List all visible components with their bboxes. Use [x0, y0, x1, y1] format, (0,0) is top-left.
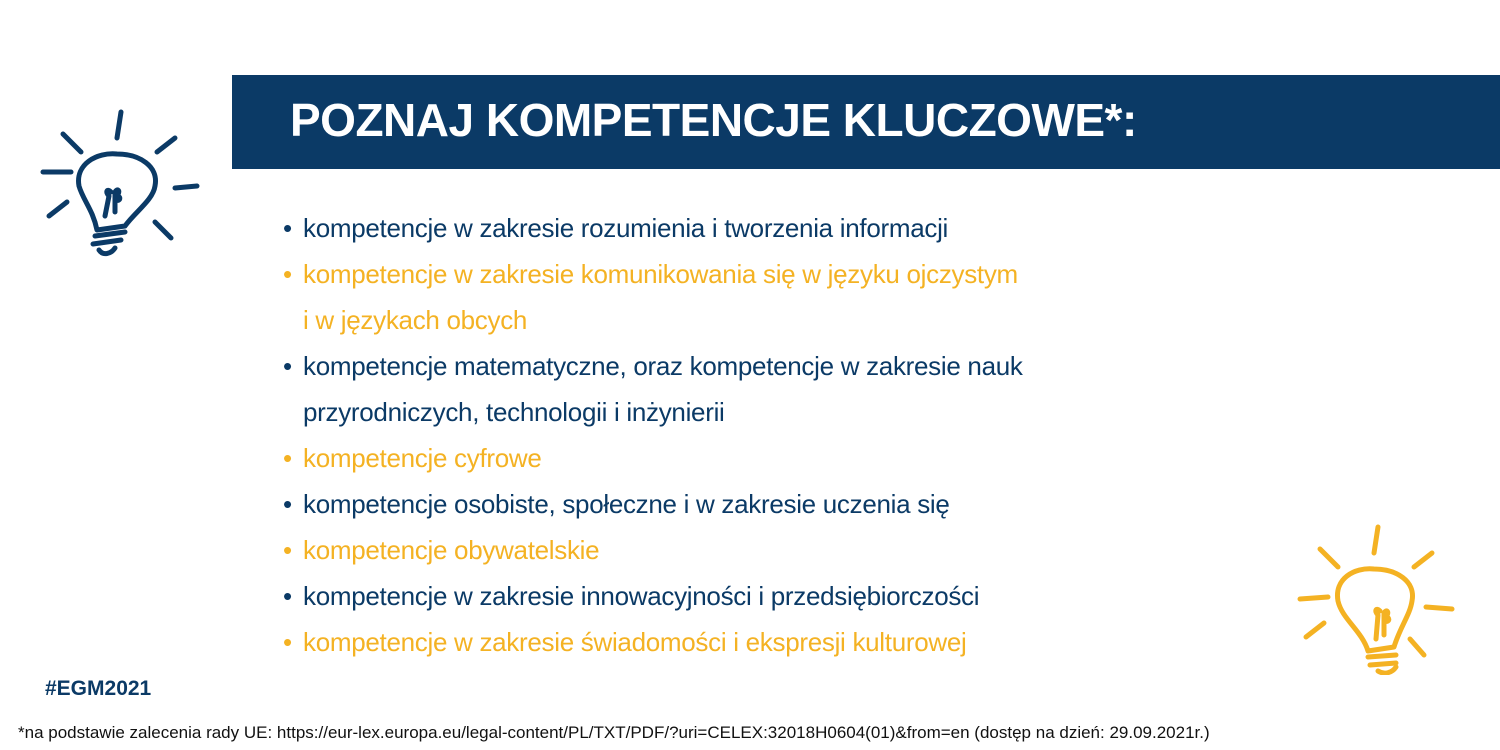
competence-item [283, 343, 1023, 435]
page-title: POZNAJ KOMPETENCJE KLUCZOWE*: [290, 94, 1137, 146]
competence-text: kompetencje cyfrowe [303, 443, 542, 473]
lightbulb-icon [1292, 515, 1462, 675]
title-banner [232, 75, 1500, 169]
bullet: • [283, 443, 292, 473]
competence-text: przyrodniczych, technologii i inżynierii [303, 397, 725, 427]
competence-item [283, 205, 1023, 251]
bullet: • [283, 581, 292, 611]
bullet: • [283, 351, 292, 381]
hashtag: #EGM2021 [45, 677, 152, 700]
bullet: • [283, 259, 292, 289]
competence-text: kompetencje w zakresie świadomości i ekspresji kulturowej [303, 627, 967, 657]
bullet: • [283, 489, 292, 519]
bullet: • [283, 627, 292, 657]
competence-text: kompetencje obywatelskie [303, 535, 600, 565]
competence-item [283, 251, 1023, 343]
competence-text: kompetencje osobiste, społeczne i w zakresie uczenia się [303, 489, 950, 519]
bullet: • [283, 535, 292, 565]
competence-text: kompetencje w zakresie rozumienia i tworzenia informacji [303, 213, 949, 243]
footnote: *na podstawie zalecenia rady UE: https://eur-lex.europa.eu/legal-content/PL/TXT/PDF/?uri=CELEX:32018H0604(01)&from=en (dostęp na dzień: 29.09.2021r.) [18, 723, 1210, 742]
competence-item [283, 573, 1023, 619]
competence-text: i w językach obcych [303, 305, 528, 335]
competences-list [283, 205, 1023, 665]
competence-item [283, 619, 1023, 665]
bullet: • [283, 213, 292, 243]
competence-item [283, 481, 1023, 527]
competence-text: kompetencje w zakresie komunikowania się w języku ojczystym [303, 259, 1018, 289]
competence-item [283, 527, 1023, 573]
competence-item [283, 435, 1023, 481]
competence-text: kompetencje matematyczne, oraz kompetencje w zakresie nauk [303, 351, 1023, 381]
lightbulb-icon [35, 100, 205, 260]
competence-text: kompetencje w zakresie innowacyjności i przedsiębiorczości [303, 581, 980, 611]
